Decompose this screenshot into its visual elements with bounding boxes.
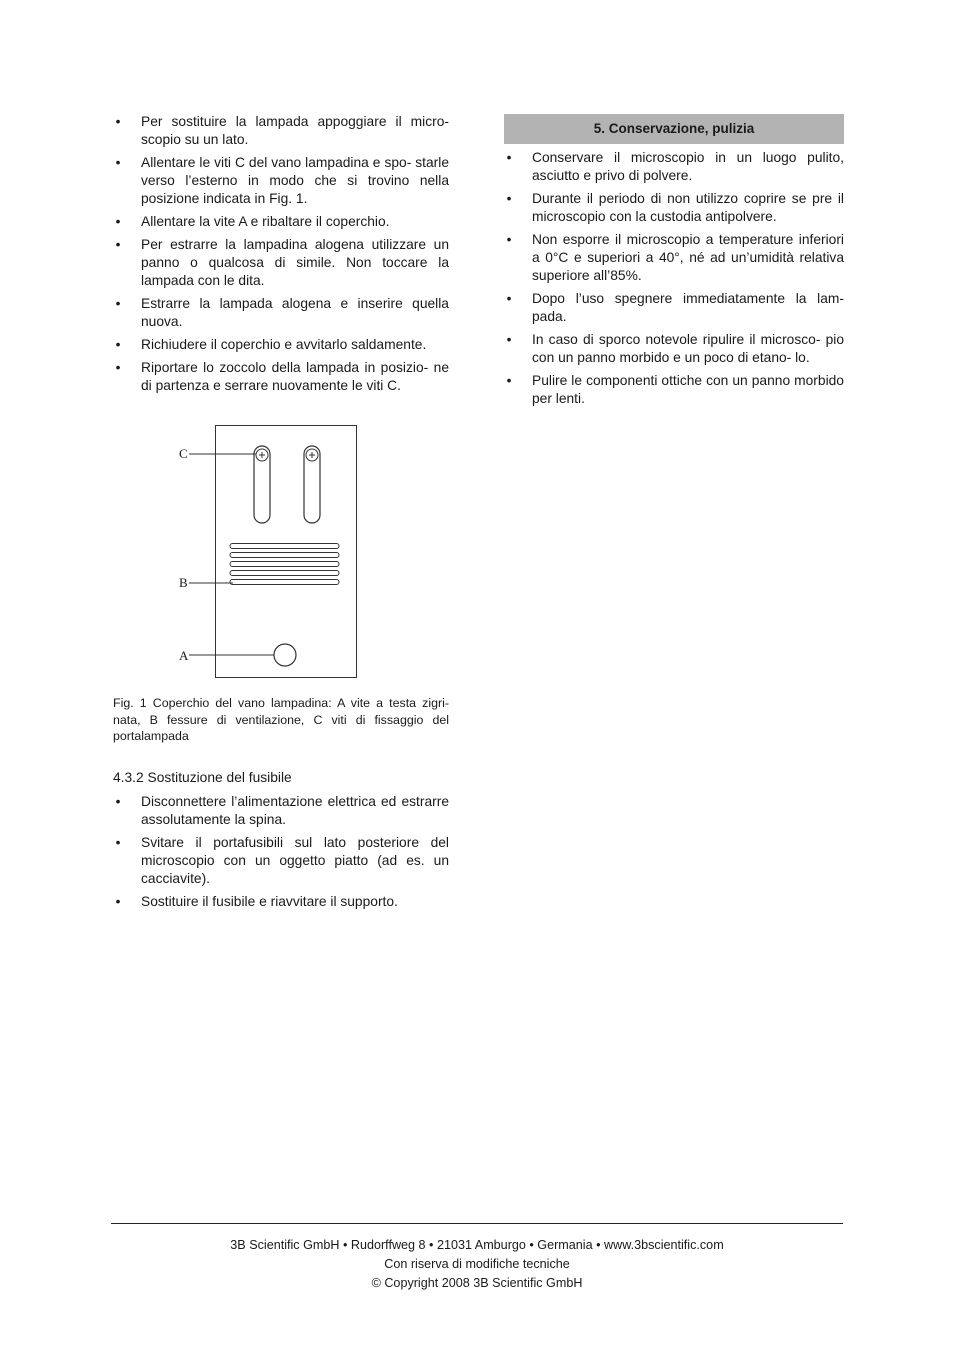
figure-label-b: B [179, 575, 188, 590]
right-column [504, 114, 844, 413]
bullet-icon: • [115, 214, 121, 229]
list-item: • Allentare la vite A e ribaltare il coperchio. [113, 213, 449, 231]
bullet-icon: • [506, 291, 512, 306]
bullet-icon: • [115, 360, 121, 375]
page-footer [111, 1236, 843, 1293]
list-item: • Dopo l’uso spegnere immediatamente la lam- pada. [504, 290, 844, 326]
knurled-screw-a-icon [274, 644, 296, 666]
bullet-icon: • [115, 834, 121, 850]
bullet-icon: • [506, 191, 512, 206]
bullet-icon: • [506, 150, 512, 165]
lamp-cover-diagram [113, 425, 449, 687]
footer-address: 3B Scientific GmbH • Rudorffweg 8 • 21031 Amburgo • Germania • www.3bscientific.com [230, 1238, 724, 1252]
list-item: • Richiudere il coperchio e avvitarlo saldamente. [113, 336, 449, 354]
figure-caption: Fig. 1 Coperchio del vano lampadina: A vite a testa zigri- nata, B fessure di ventilazione, C viti di fissaggio del portalampada [113, 696, 449, 743]
list-item: • In caso di sporco notevole ripulire il microsco- pio con un panno morbido e un poco di etano- lo. [504, 331, 844, 367]
section-heading: 5. Conservazione, pulizia [504, 114, 844, 144]
list-item: • Svitare il portafusibili sul lato posteriore del microscopio con un oggetto piatto (ad es. un cacciavite). [113, 834, 449, 888]
left-column [113, 113, 449, 916]
list-item: • Disconnettere l’alimentazione elettrica ed estrarre assolutamente la spina. [113, 793, 449, 829]
footer-notice: Con riserva di modifiche tecniche [384, 1257, 570, 1271]
fuse-replacement-steps [113, 793, 449, 911]
cover-plate [216, 426, 357, 678]
list-item: • Per sostituire la lampada appoggiare il micro- scopio su un lato. [113, 113, 449, 149]
screw-c-right-icon [306, 449, 318, 461]
ventilation-slots [230, 544, 339, 585]
bullet-icon: • [115, 793, 121, 809]
footer-copyright: © Copyright 2008 3B Scientific GmbH [371, 1276, 583, 1290]
list-item: • Allentare le viti C del vano lampadina e spo- starle verso l’esterno in modo che si trovino nella posizione indicata in Fig. 1. [113, 154, 449, 208]
bullet-icon: • [115, 237, 121, 252]
list-item: • Riportare lo zoccolo della lampada in posizio- ne di partenza e serrare nuovamente le viti C. [113, 359, 449, 395]
bullet-icon: • [115, 337, 121, 352]
lamp-replacement-steps [113, 113, 449, 395]
figure-label-c: C [179, 446, 188, 461]
list-item: • Per estrarre la lampadina alogena utilizzare un panno o qualcosa di simile. Non toccare la lampada con le dita. [113, 236, 449, 290]
screw-c-left-icon [256, 449, 268, 461]
bullet-icon: • [506, 232, 512, 247]
bullet-icon: • [115, 893, 121, 909]
list-item: • Estrarre la lampada alogena e inserire quella nuova. [113, 295, 449, 331]
storage-cleaning-list [504, 149, 844, 408]
section-subheading: 4.3.2 Sostituzione del fusibile [113, 769, 292, 785]
bullet-icon: • [506, 373, 512, 388]
bullet-icon: • [506, 332, 512, 347]
bullet-icon: • [115, 114, 121, 129]
figure-label-a: A [179, 648, 189, 663]
bullet-icon: • [115, 155, 121, 170]
bullet-icon: • [115, 296, 121, 311]
list-item: • Sostituire il fusibile e riavvitare il supporto. [113, 893, 449, 911]
list-item: • Non esporre il microscopio a temperature inferiori a 0°C e superiori a 40°, né ad un’umidità relativa superiore all’85%. [504, 231, 844, 285]
list-item: • Durante il periodo di non utilizzo coprire se pre il microscopio con la custodia antipolvere. [504, 190, 844, 226]
list-item: • Conservare il microscopio in un luogo pulito, asciutto e privo di polvere. [504, 149, 844, 185]
list-item: • Pulire le componenti ottiche con un panno morbido per lenti. [504, 372, 844, 408]
lamp-cover-figure [113, 425, 449, 687]
footer-divider [111, 1223, 843, 1224]
